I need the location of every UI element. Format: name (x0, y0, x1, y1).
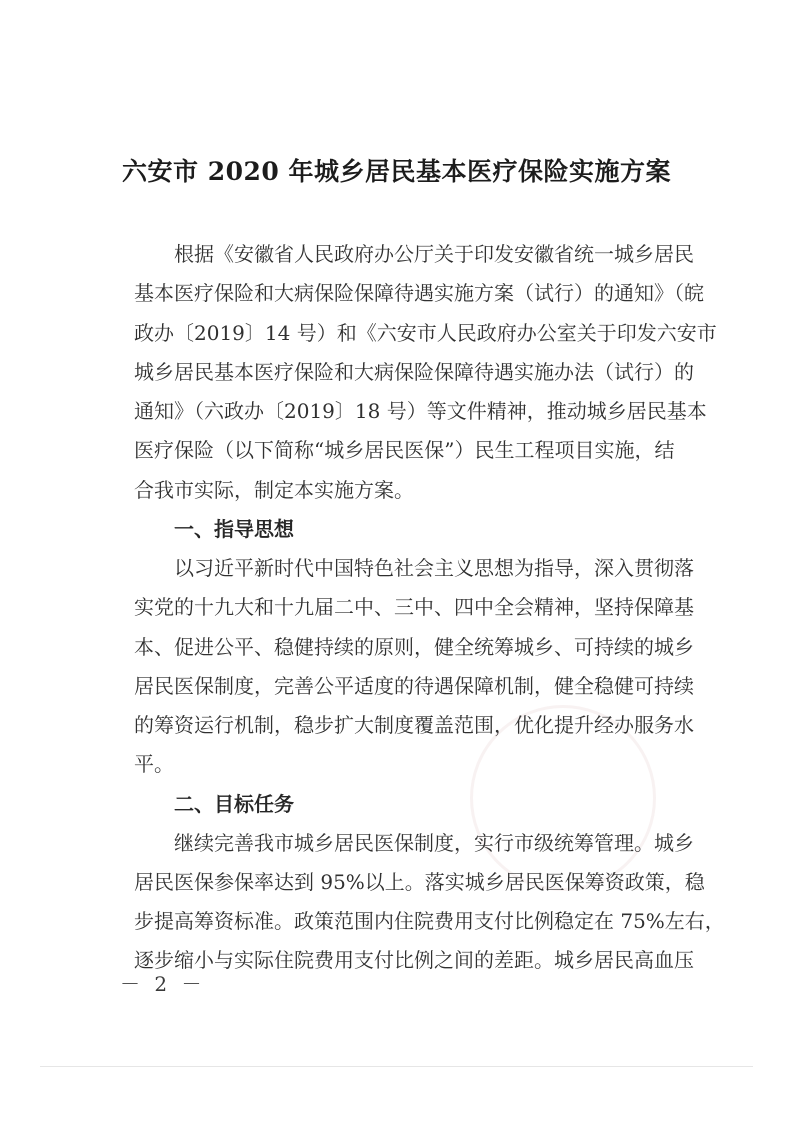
paragraph-line: 城乡居民基本医疗保险和大病保险保障待遇实施办法（试行）的 (134, 360, 694, 384)
paragraph-line: 平。 (134, 752, 174, 776)
paragraph-line: 通知》（六政办〔2019〕18 号）等文件精神，推动城乡居民基本 (134, 399, 707, 423)
paragraph-line: 根据《安徽省人民政府办公厅关于印发安徽省统一城乡居民 (174, 242, 694, 266)
page-divider (40, 1066, 753, 1067)
paragraph-line: 的筹资运行机制，稳步扩大制度覆盖范围，优化提升经办服务水 (134, 713, 694, 737)
paragraph-line: 本、促进公平、稳健持续的原则，健全统筹城乡、可持续的城乡 (134, 635, 694, 659)
paragraph-line: 基本医疗保险和大病保险保障待遇实施方案（试行）的通知》（皖 (134, 281, 704, 305)
page-number: － 2 － (120, 972, 206, 996)
paragraph-line: 逐步缩小与实际住院费用支付比例之间的差距。城乡居民高血压 (134, 948, 694, 972)
paragraph-line: 居民医保制度，完善公平适度的待遇保障机制，健全稳健可持续 (134, 674, 694, 698)
paragraph-line: 政办〔2019〕14 号）和《六安市人民政府办公室关于印发六安市 (134, 321, 717, 345)
paragraph-line: 居民医保参保率达到 95%以上。落实城乡居民医保筹资政策，稳 (134, 870, 705, 894)
paragraph-line: 医疗保险（以下简称“城乡居民医保”）民生工程项目实施，结 (134, 438, 675, 462)
section-heading: 一、指导思想 (174, 517, 294, 541)
document-title: 六安市 2020 年城乡居民基本医疗保险实施方案 (122, 157, 671, 186)
section-heading: 二、目标任务 (174, 792, 294, 816)
paragraph-line: 实党的十九大和十九届二中、三中、四中全会精神，坚持保障基 (134, 595, 694, 619)
paragraph-line: 步提高筹资标准。政策范围内住院费用支付比例稳定在 75%左右， (134, 909, 725, 933)
paragraph-line: 以习近平新时代中国特色社会主义思想为指导，深入贯彻落 (174, 556, 694, 580)
paragraph-line: 继续完善我市城乡居民医保制度，实行市级统筹管理。城乡 (174, 831, 694, 855)
paragraph-line: 合我市实际，制定本实施方案。 (134, 478, 414, 502)
